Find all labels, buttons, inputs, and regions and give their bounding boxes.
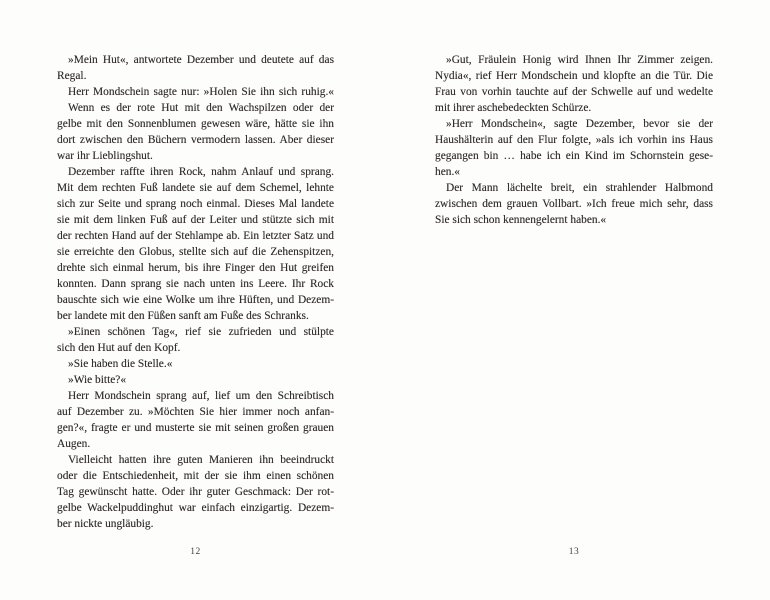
text-line: ber nickte ungläubig. <box>57 518 154 530</box>
text-line: Herr Mondschein sprang auf, lief um den Schreibtisch <box>68 390 334 402</box>
text-line: »Gut, Fräulein Honig wird Ihnen Ihr Zimmer zeigen. <box>446 54 713 66</box>
text-line: »Einen schönen Tag«, rief sie zufrieden und stülpte <box>68 326 334 338</box>
text-line: Tag gewünscht hatte. Oder ihr guter Geschmack: Der rot- <box>57 486 334 498</box>
text-line: Der Mann lächelte breit, ein strahlender Halbmond <box>446 182 713 194</box>
text-line: Vielleicht hatten ihre guten Manieren ihn beeindruckt <box>68 454 334 466</box>
text-line: sie erreichte den Globus, stellte sich auf die Zehenspitzen, <box>57 246 334 258</box>
text-line: gelbe mit den Sonnenblumen gewesen wäre, hätte sie ihn <box>57 118 334 130</box>
text-line: zwischen dem grauen Vollbart. »Ich freue mich sehr, dass <box>435 198 713 210</box>
text-line: Herr Mondschein sagte nur: »Holen Sie ihn sich ruhig.« <box>68 86 334 98</box>
text-line: Dezember raffte ihren Rock, nahm Anlauf und sprang. <box>68 166 334 178</box>
text-line: gen?«, fragte er und musterte sie mit seinen großen grauen <box>57 422 334 434</box>
text-line: war ihr Lieblingshut. <box>57 150 153 162</box>
text-line: mit ihrer aschebedeckten Schürze. <box>435 102 592 114</box>
text-line: dort zwischen den Büchern vermodern lassen. Aber dieser <box>57 134 334 146</box>
page-left-text-block <box>57 52 334 532</box>
text-line: Frau von vorhin tauchte auf der Schwelle auf und wedelte <box>435 86 713 98</box>
text-line: ber landete mit den Füßen sanft am Fuße des Schranks. <box>57 310 309 322</box>
text-line: »Wie bitte?« <box>68 374 127 386</box>
page-left-number: 12 <box>190 547 201 557</box>
text-line: Regal. <box>57 70 87 82</box>
text-line: gelbe Wackelpuddinghut war einfach einzigartig. Dezem- <box>57 502 334 514</box>
text-line: »Herr Mondschein«, sagte Dezember, bevor sie der <box>446 118 713 130</box>
text-line: »Mein Hut«, antwortete Dezember und deutete auf das <box>68 54 334 66</box>
text-line: hen.« <box>435 166 460 178</box>
page-right-text-block <box>435 52 713 228</box>
text-line: bauschte sich wie eine Wolke um ihre Hüften, und Dezem- <box>57 294 334 306</box>
page-right-number: 13 <box>568 547 580 557</box>
text-line: Augen. <box>57 438 91 450</box>
text-line: Nydia«, rief Herr Mondschein und klopfte an die Tür. Die <box>435 70 713 82</box>
text-line: Mit dem rechten Fuß landete sie auf dem Schemel, lehnte <box>57 182 334 194</box>
text-line: gegangen bin … habe ich ein Kind im Schornstein gese- <box>435 150 713 162</box>
text-line: sich zur Seite und sprang noch einmal. Dieses Mal landete <box>57 198 334 210</box>
text-line: Haushälterin auf den Flur folgte, »als ich vorhin ins Haus <box>435 134 713 146</box>
text-line: der rechten Hand auf der Stehlampe ab. Ein letzter Satz und <box>57 230 334 242</box>
text-line: konnten. Dann sprang sie nach unten ins Leere. Ihr Rock <box>57 278 334 290</box>
text-line: »Sie haben die Stelle.« <box>68 358 173 370</box>
text-line: sie mit dem linken Fuß auf der Leiter und stützte sich mit <box>57 214 334 226</box>
text-line: Wenn es der rote Hut mit den Wachspilzen oder der <box>68 102 334 114</box>
text-line: sich den Hut auf den Kopf. <box>57 342 181 354</box>
text-line: oder die Entschiedenheit, mit der sie ihm einen schönen <box>57 470 334 482</box>
text-line: auf Dezember zu. »Möchten Sie hier immer noch anfan- <box>57 406 334 418</box>
text-line: Sie sich schon kennengelernt haben.« <box>435 214 607 226</box>
text-line: drehte sich einmal herum, bis ihre Finger den Hut greifen <box>57 262 334 274</box>
